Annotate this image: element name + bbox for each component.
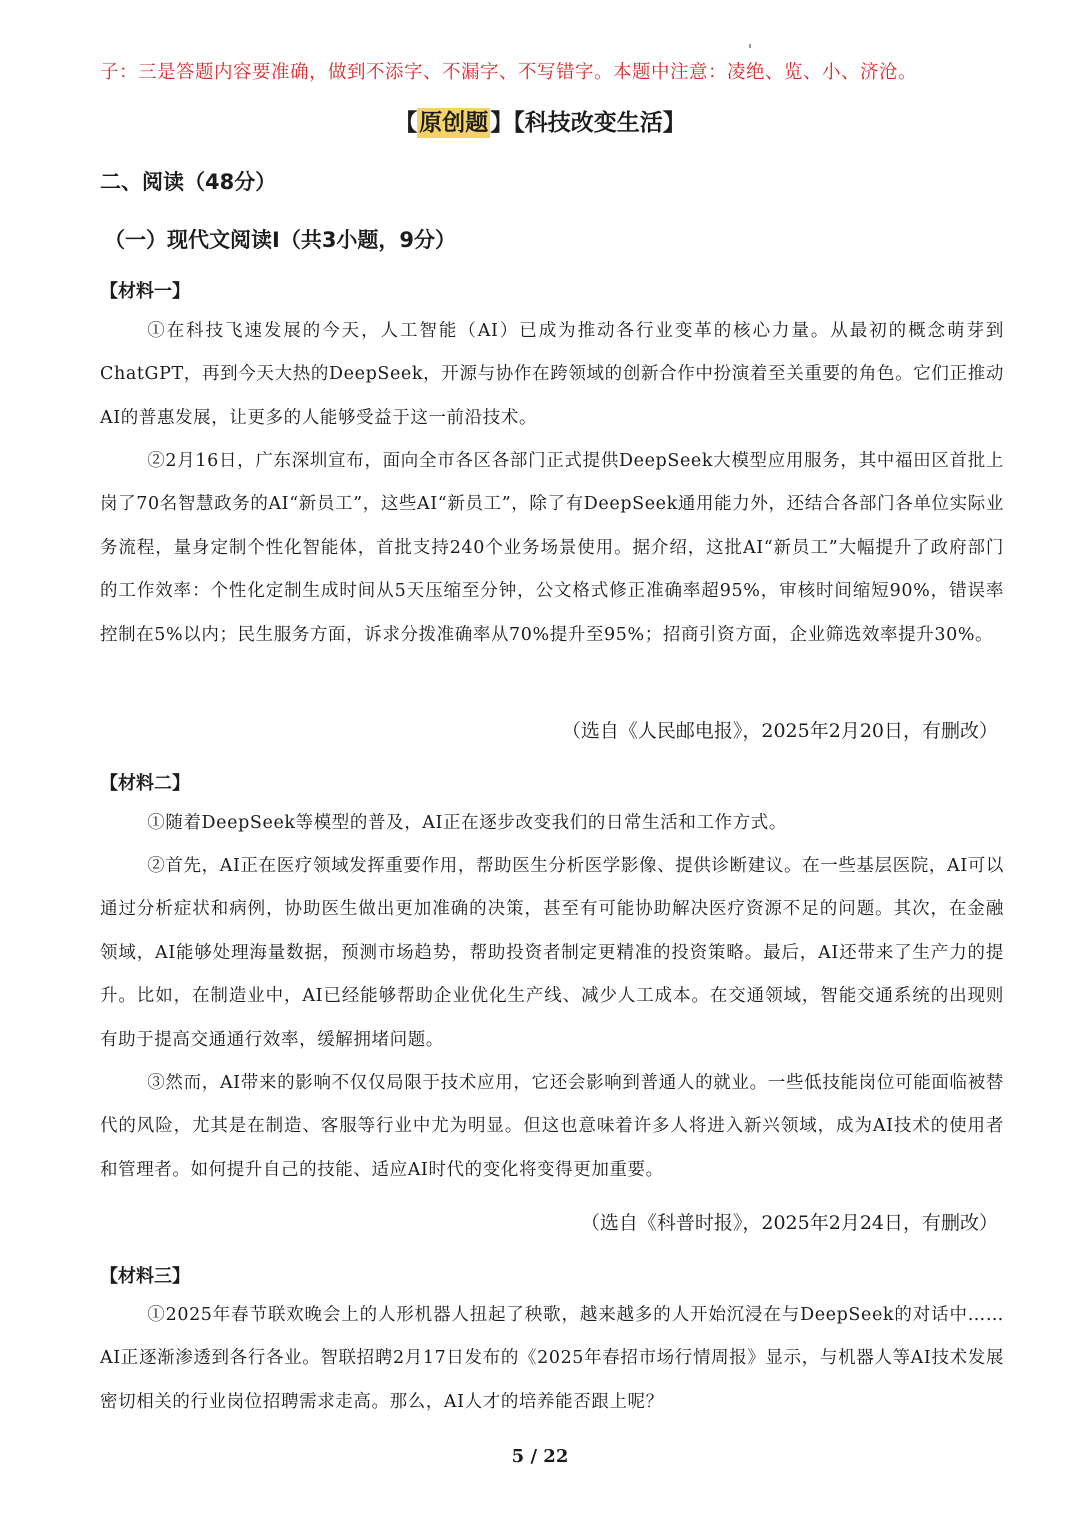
section-heading: 二、阅读（48分） bbox=[100, 170, 277, 194]
material-one-source: （选自《人民邮电报》，2025年2月20日，有删改） bbox=[561, 720, 998, 742]
page-number: 5 / 22 bbox=[511, 1446, 569, 1467]
material-two-paragraph-2: ②首先，AI正在医疗领域发挥重要作用，帮助医生分析医学影像、提供诊断建议。在一些基层医院，AI可以通过分析症状和病例，协助医生做出更加准确的决策，甚至有可能协助解决医疗资源不足的问题。其次，在金融领域，AI能够处理海量数据，预测市场趋势，帮助投资者制定更精准的投资策略。最后，AI还带来了生产力的提升。比如，在制造业中，AI已经能够帮助企业优化生产线、减少人工成本。在交通领域，智能交通系统的出现则有助于提高交通通行效率，缓解拥堵问题。 bbox=[100, 856, 1004, 1050]
material-three-label: 【材料三】 bbox=[100, 1266, 190, 1287]
material-two-source: （选自《科普时报》，2025年2月24日，有删改） bbox=[580, 1212, 998, 1234]
topic-title bbox=[0, 104, 1080, 137]
answer-note: 子：三是答题内容要准确，做到不添字、不漏字、不写错字。本题中注意：凌绝、览、小、济沧。 bbox=[100, 62, 918, 83]
material-one-paragraph-2: ②2月16日，广东深圳宣布，面向全市各区各部门正式提供DeepSeek大模型应用服务，其中福田区首批上岗了70名智慧政务的AI“新员工”，这些AI“新员工”，除了有DeepSeek通用能力外，还结合各部门各单位实际业务流程，量身定制个性化智能体，首批支持240个业务场景使用。据介绍，这批AI“新员工”大幅提升了政府部门的工作效率：个性化定制生成时间从5天压缩至分钟，公文格式修正准确率超95%，审核时间缩短90%，错误率控制在5%以内；民生服务方面，诉求分拨准确率从70%提升至95%；招商引资方面，企业筛选效率提升30%。 bbox=[100, 451, 1004, 645]
material-three-paragraph-1: ①2025年春节联欢晚会上的人形机器人扭起了秧歌，越来越多的人开始沉浸在与DeepSeek的对话中…… AI正逐渐渗透到各行各业。智联招聘2月17日发布的《2025年春招市场行情周报》显示，与机器人等AI技术发展密切相关的行业岗位招聘需求走高。那么，AI人才的培养能否跟上呢？ bbox=[100, 1305, 1004, 1412]
original-question-tag: 原创题 bbox=[419, 110, 489, 136]
topic-bracket-open: 【 bbox=[513, 110, 525, 136]
topic-bracket-close: 】 bbox=[662, 110, 686, 136]
material-two-paragraph-1: ①随着DeepSeek等模型的普及，AI正在逐步改变我们的日常生活和工作方式。 bbox=[147, 813, 787, 833]
bracket-open: 【 bbox=[394, 110, 418, 136]
stray-mark bbox=[749, 44, 751, 48]
material-one-label: 【材料一】 bbox=[100, 281, 190, 302]
material-two-label: 【材料二】 bbox=[100, 773, 190, 794]
topic-label: 科技改变生活 bbox=[524, 110, 663, 136]
material-one-paragraph-1: ①在科技飞速发展的今天，人工智能（AI）已成为推动各行业变革的核心力量。从最初的概念萌芽到ChatGPT，再到今天大热的DeepSeek，开源与协作在跨领域的创新合作中扮演着至关重要的角色。它们正推动AI的普惠发展，让更多的人能够受益于这一前沿技术。 bbox=[100, 321, 1004, 428]
subsection-heading: （一）现代文阅读Ⅰ（共3小题，9分） bbox=[104, 228, 457, 252]
material-two-paragraph-3: ③然而，AI带来的影响不仅仅局限于技术应用，它还会影响到普通人的就业。一些低技能岗位可能面临被替代的风险，尤其是在制造、客服等行业中尤为明显。但这也意味着许多人将进入新兴领域，成为AI技术的使用者和管理者。如何提升自己的技能、适应AI时代的变化将变得更加重要。 bbox=[100, 1073, 1004, 1180]
bracket-close: 】 bbox=[490, 110, 514, 136]
